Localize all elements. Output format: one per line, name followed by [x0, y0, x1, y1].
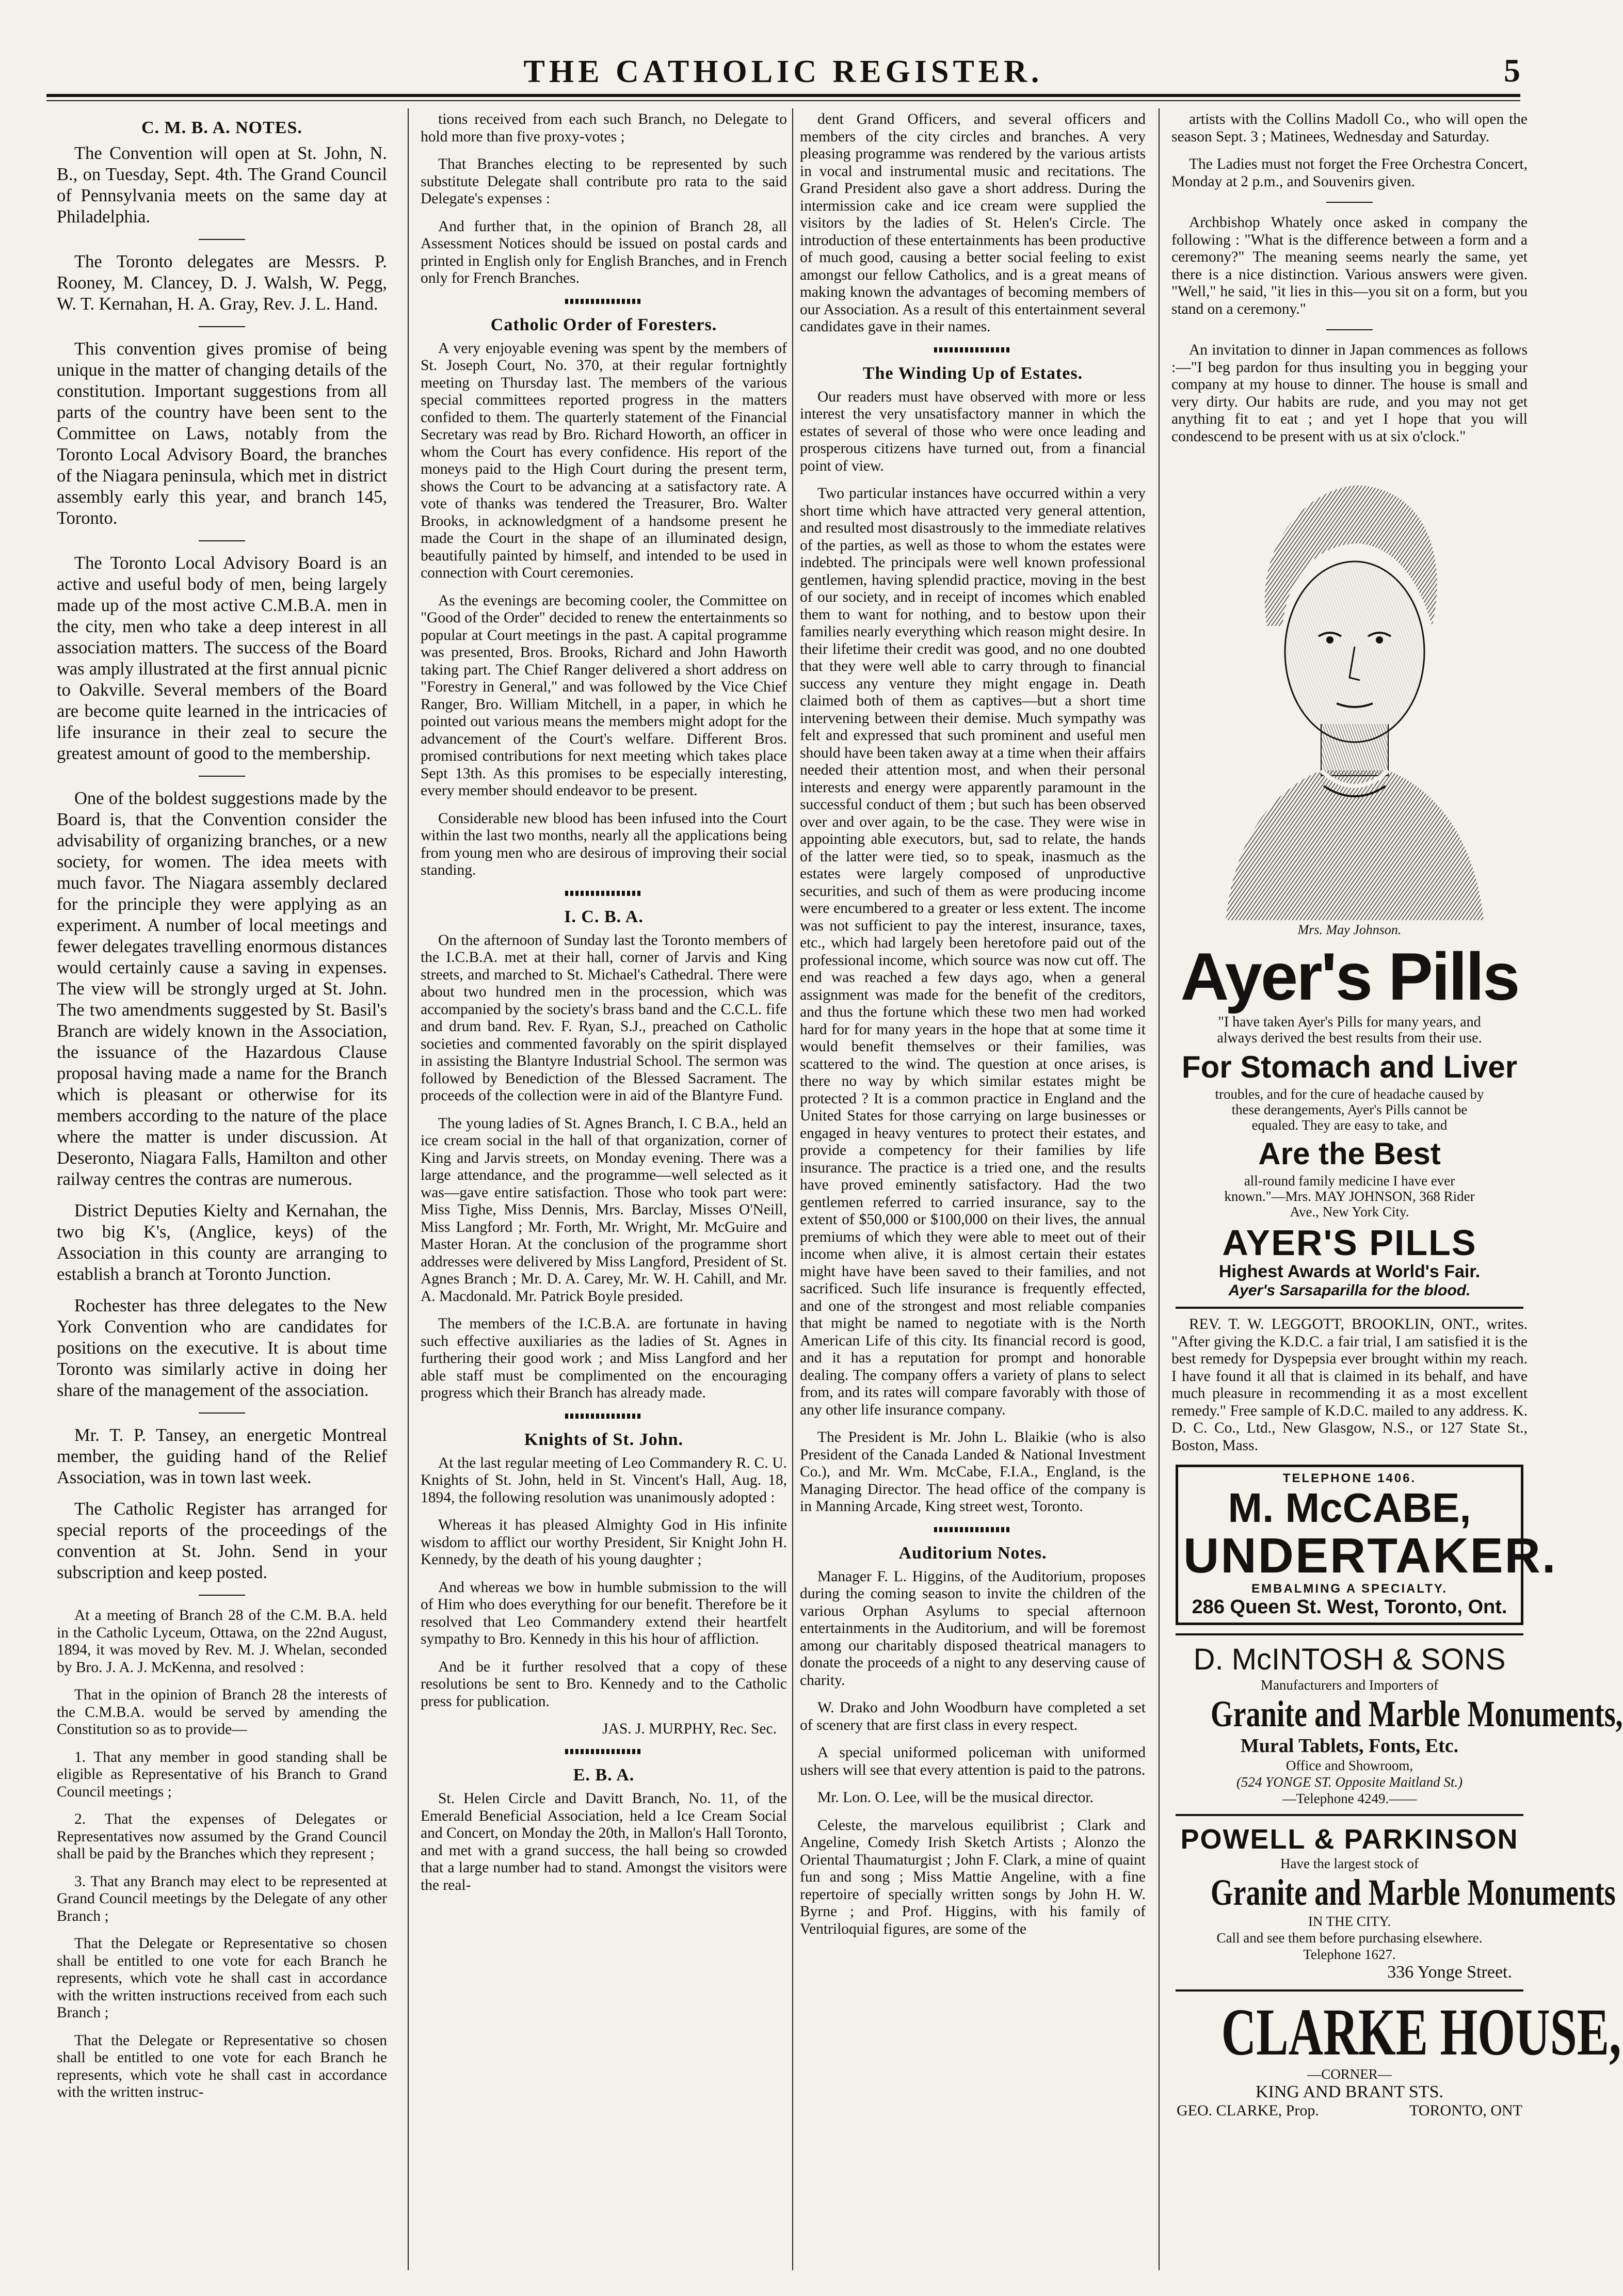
paragraph: At the last regular meeting of Leo Commandery R. C. U. Knights of St. John, held in St. Vincent's Hall, Aug. 18, 1894, the following resolution was unanimously adopted : [421, 1454, 787, 1506]
ayer-text: troubles, and for the cure of headache caused by these derangements, Ayer's Pills cannot be equaled. They are easy to take, and [1215, 1086, 1484, 1133]
signature: JAS. J. MURPHY, Rec. Sec. [602, 1721, 777, 1737]
paragraph: Rochester has three delegates to the New York Convention who are candidates for positions on the executive. It is about time Toronto was similarly active in doing her share of the management of the association. [57, 1296, 387, 1400]
paragraph: Celeste, the marvelous equilibrist ; Clark and Angeline, Comedy Irish Sketch Artists ; Alonzo the Oriental Thaumaturgist ; John F. Clark, a mine of quaint fun and song ; Miss Mattie Angeline, with a fine repertoire of specially written songs by John H. W. Byrne ; and Prof. Higgins, with his family of Ventriloquial figures, are some of the [800, 1817, 1146, 1937]
ad-rule [1176, 1989, 1523, 1992]
paragraph: Whereas it has pleased Almighty God in His infinite wisdom to afflict our worthy President, Sir Knight John H. Kennedy, by the death of his young daughter ; [421, 1517, 787, 1568]
paragraph: The young ladies of St. Agnes Branch, I. C B.A., held an ice cream social in the hall of that organization, corner of King and Jarvis streets, on Monday evening. There was a large attendance, and the programme—well selected as it was—gave entire satisfaction. Those who took part were: Miss Tighe, Miss Dennis, Mrs. Barclay, Misses O'Neill, Miss Langford ; Mr. Forth, Mr. Wright, Mr. McGuire and Master Horan. At the conclusion of the programme short addresses were delivered by Miss Langford, President of St. Agnes Branch ; Mr. D. A. Carey, Mr. W. H. Cahill, and Mr. A. Macdonald. Mr. Patrick Boyle presided. [421, 1115, 787, 1305]
paragraph: The members of the I.C.B.A. are fortunate in having such effective auxiliaries as the ladies of St. Agnes in furthering their good work ; and Miss Langford and her able staff must be complimented on the encouraging progress which their Branch has already made. [421, 1315, 787, 1401]
paragraph: This convention gives promise of being unique in the matter of changing details of the constitution. Important suggestions from all parts of the country have been sent to the Committee on Laws, notably from the Toronto Local Advisory Board, the branches of the Niagara peninsula, which met in district assembly early this year, and branch 145, Toronto. [57, 339, 387, 528]
column-3 [800, 111, 1146, 2275]
powell-name: POWELL & PARKINSON [1180, 1824, 1519, 1855]
paragraph: And whereas we bow in humble submission to the will of Him who does everything for our benefit. Therefore be it resolved that Leo Commandery extend their heartfelt sympathy to Bro. Kennedy in this his hour of affliction. [421, 1579, 787, 1647]
column-1 [57, 111, 387, 2275]
mcintosh-sub: Manufacturers and Importers of [1260, 1677, 1439, 1693]
paragraph: 2. That the expenses of Delegates or Representatives now assumed by the Grand Council shall be paid by the Branches which they represent ; [57, 1811, 387, 1862]
cmba-notes [57, 143, 387, 1583]
paragraph: That Branches electing to be represented by such substitute Delegate shall contribute pro rata to the said Delegate's expenses : [421, 156, 787, 207]
mcintosh-mural: Mural Tablets, Fonts, Etc. [1240, 1735, 1459, 1757]
masthead [46, 52, 1520, 93]
ayer-headline-2: Are the Best [1258, 1136, 1441, 1171]
mcintosh-telephone: —Telephone 4249.—— [1282, 1791, 1417, 1806]
powell-ad [1171, 1823, 1616, 1982]
clarke-city: TORONTO, ONT [1409, 2102, 1522, 2119]
separator [199, 1595, 245, 1596]
kdc-testimonial: REV. T. W. LEGGOTT, BROOKLIN, ONT., writes. "After giving the K.D.C. a fair trial, I am satisfied it is the best remedy for Dyspepsia ever brought within my reach. I have found it all that is claimed in its behalf, and have much pleasure in recommending it as a most excellent remedy." Free sample of K.D.C. mailed to any address. K. D. C. Co., Ltd., New Glasgow, N.S., or 127 State St., Boston, Mass. [1171, 1316, 1528, 1454]
paragraph: St. Helen Circle and Davitt Branch, No. 11, of the Emerald Beneficial Association, held a Ice Cream Social and Concert, on Monday the 20th, in Mallon's Hall Toronto, and met with a grand success, the hall being so crowded that a large number had to stand. Amongst the visitors were the real- [421, 1790, 787, 1893]
paragraph: 3. That any Branch may elect to be represented at Grand Council meetings by the Delegate of any other Branch ; [57, 1873, 387, 1924]
clarke-proprietor: GEO. CLARKE, Prop. [1177, 2102, 1319, 2119]
paragraph: On the afternoon of Sunday last the Toronto members of the I.C.B.A. met at their hall, corner of Jarvis and King streets, and marched to St. Michael's Cathedral. There were about two hundred men in the procession, which was accompanied by the society's brass band and the C.C.L. fife and drum band. Rev. F. Ryan, S.J., preached on Catholic societies and commented favorably on the spirit displayed in assisting the Blantyre Industrial School. The sermon was followed by Benediction of the Blessed Sacrament. The proceeds of the collection were in aid of the Blantyre Fund. [421, 932, 787, 1104]
ayer-title: Ayer's Pills [1180, 939, 1519, 1014]
paragraph: Mr. Lon. O. Lee, will be the musical director. [817, 1789, 1094, 1806]
paragraph: dent Grand Officers, and several officers and members of the city circles and branches. A very pleasing programme was rendered by the various artists in vocal and instrumental music and recitations. The Grand President also gave a short address. During the intermission cake and ice cream were supplied the visitors by the ladies of St. Helen's Circle. The introduction of these entertainments has been productive of much good, causing a better social feeling to exist amongst our fellow Catholics, and is a great means of making known the advantages of becoming members of our Association. As a result of this entertainment several candidates gave in their names. [800, 111, 1146, 335]
paragraph: Considerable new blood has been infused into the Court within the last two months, nearly all the applications being from young men who are desirous of improving their social standing. [421, 810, 787, 878]
ad-rule [1176, 1814, 1523, 1816]
mccabe-trade: UNDERTAKER. [1183, 1528, 1557, 1583]
paragraph: Manager F. L. Higgins, of the Auditorium, proposes during the coming season to invite the children of the various Orphan Asylums to special afternoon entertainments in the Auditorium, and will be foremost among our charitably disposed theatrical managers to donate the proceeds of a night to any deserving cause of charity. [800, 1568, 1146, 1689]
newspaper-title: THE CATHOLIC REGISTER. [523, 54, 1043, 89]
paragraph: An invitation to dinner in Japan commences as follows :—"I beg pardon for thus insulting you in begging your company at my house to dinner. The house is small and very dirty. Our habits are rude, and you may not get anything fit to eat ; and yet I hope that you will condescend to be present with us at six o'clock." [1171, 342, 1528, 445]
paragraph: That in the opinion of Branch 28 the interests of the C.M.B.A. would be served by amending the Constitution so as to provide— [57, 1687, 387, 1738]
mccabe-name: M. McCABE, [1228, 1485, 1471, 1531]
section-heading: Catholic Order of Foresters. [490, 315, 717, 334]
separator [565, 299, 642, 304]
masthead-rule-thin [46, 100, 1520, 101]
clarke-footer [1171, 2102, 1528, 2120]
paragraph: District Deputies Kielty and Kernahan, the two big K's, (Anglice, keys) of the Association in this county are arranging to establish a branch at Toronto Junction. [57, 1201, 387, 1284]
mcintosh-ad [1171, 1643, 1623, 1807]
powell-address: 336 Yonge Street. [1387, 1963, 1512, 1982]
paragraph: A very enjoyable evening was spent by the members of St. Joseph Court, No. 370, at their regular fortnightly meeting on Thursday last. The members of the various special committees reported progress in the matters confided to them. The quarterly statement of the Financial Secretary was read by Bro. Richard Howorth, an officer in whom the Court has every confidence. His report of the moneys paid to the High Court during the present term, shows the Court to be advancing at a satisfactory rate. A vote of thanks was tendered the Treasurer, Bro. Walter Brooks, in acknowledgment of a handsome present he made the Court in the shape of an illuminated design, beautifully painted by himself, and intended to be used in connection with Court ceremonies. [421, 340, 787, 581]
paragraph: The Convention will open at St. John, N. B., on Tuesday, Sept. 4th. The Grand Council of Pennsylvania meets on the same day at Philadelphia. [57, 143, 387, 227]
column-divider [408, 108, 409, 2270]
section-heading: Auditorium Notes. [898, 1543, 1047, 1563]
powell-city: IN THE CITY. [1308, 1914, 1391, 1929]
portrait-engraving [1205, 456, 1494, 920]
separator [934, 347, 1011, 352]
clarke-house-ad [1171, 1995, 1621, 2120]
paragraph: Mr. T. P. Tansey, an energetic Montreal member, the guiding hand of the Relief Association, was in town last week. [57, 1425, 387, 1487]
mcintosh-office: Office and Showroom, [1285, 1758, 1413, 1773]
separator [1326, 202, 1373, 203]
mcintosh-address: (524 YONGE ST. Opposite Maitland St.) [1236, 1774, 1463, 1790]
column-4 [1171, 111, 1623, 2275]
separator [565, 1414, 642, 1419]
mccabe-address: 286 Queen St. West, Toronto, Ont. [1192, 1596, 1507, 1618]
ad-rule [1176, 1633, 1523, 1635]
ayer-brand: AYER'S PILLS [1222, 1223, 1477, 1263]
paragraph: artists with the Collins Madoll Co., who will open the season Sept. 3 ; Matinees, Wednesday and Saturday. [1171, 111, 1528, 145]
masthead-rule [46, 94, 1520, 97]
powell-call: Call and see them before purchasing elsewhere. Telephone 1627. [1216, 1930, 1483, 1962]
paragraph: 1. That any member in good standing shall be eligible as Representative of his Branch to Grand Council meetings ; [57, 1748, 387, 1800]
paragraph: That the Delegate or Representative so chosen shall be entitled to one vote for each Branch he represents, which vote he shall cast in accordance with the written instructions received from each such Branch ; [57, 1935, 387, 2021]
separator [199, 540, 245, 541]
paragraph: tions received from each such Branch, no Delegate to hold more than five proxy-votes ; [421, 111, 787, 145]
paragraph: The Ladies must not forget the Free Orchestra Concert, Monday at 2 p.m., and Souvenirs given. [1171, 156, 1528, 190]
paragraph: And further that, in the opinion of Branch 28, all Assessment Notices should be issued on postal cards and printed in English only for English Branches, and in French only for French Branches. [421, 218, 787, 286]
powell-sub: Have the largest stock of [1280, 1856, 1419, 1871]
resolution-text [57, 1607, 387, 2101]
separator [565, 891, 642, 896]
powell-granite: Granite and Marble Monuments [1210, 1872, 1616, 1913]
ayer-text-2: all-round family medicine I have ever known."—Mrs. MAY JOHNSON, 368 Rider Ave., New York City. [1224, 1173, 1475, 1219]
ayer-award: Highest Awards at World's Fair. [1218, 1262, 1481, 1281]
paragraph: The Toronto Local Advisory Board is an active and useful body of men, being largely made up of the most active C.M.B.A. men in the city, men who take a deep interest in all association matters. The success of the Board was amply illustrated at the first annual picnic to Oakville. Several members of the Board are become quite learned in the intricacies of life insurance in their zeal to secure the greatest amount of good to the membership. [57, 553, 387, 763]
mcintosh-name: D. McINTOSH & SONS [1193, 1643, 1506, 1676]
separator [1326, 329, 1373, 330]
paragraph: As the evenings are becoming cooler, the Committee on "Good of the Order" decided to renew the entertainments so popular at Court meetings in the past. A capital programme was presented, Bros. Brooks, Richard and John Haworth taking part. The Chief Ranger delivered a short address on "Forestry in General," and was followed by the Vice Chief Ranger, Bro. William Mitchell, in a paper, in which he pointed out various means the members might adopt for the advancement of the Court's welfare. Different Bros. promised contributions for next meeting which takes place Sept 13th. As this promises to be especially interesting, every member should endeavor to be present. [421, 592, 787, 799]
mccabe-specialty: EMBALMING A SPECIALTY. [1251, 1582, 1448, 1596]
section-heading: E. B. A. [573, 1765, 635, 1785]
paragraph: W. Drako and John Woodburn have completed a set of scenery that are first class in every respect. [800, 1699, 1146, 1733]
separator [199, 1412, 245, 1414]
ayer-headline: For Stomach and Liver [1181, 1050, 1518, 1084]
column-divider [792, 108, 793, 2270]
clarke-name: CLARKE HOUSE, [1221, 1995, 1621, 2069]
paragraph: At a meeting of Branch 28 of the C.M. B.A. held in the Catholic Lyceum, Ottawa, on the 22nd August, 1894, it was moved by Rev. M. J. Whelan, seconded by Bro. J. A. J. McKenna, and resolved : [57, 1607, 387, 1676]
clarke-streets: KING AND BRANT STS. [1256, 2082, 1443, 2101]
section-heading: Knights of St. John. [524, 1430, 684, 1449]
paragraph: That the Delegate or Representative so chosen shall be entitled to one vote for each Branch he represents, which vote he shall cast in accordance with the written instruc- [57, 2032, 387, 2100]
mccabe-ad [1176, 1465, 1557, 1625]
section-heading: C. M. B. A. NOTES. [141, 118, 302, 137]
ayer-quote: "I have taken Ayer's Pills for many years, and always derived the best results from their use. [1217, 1014, 1482, 1046]
column-divider [1159, 108, 1160, 2270]
section-heading: I. C. B. A. [564, 907, 644, 926]
clarke-corner: —CORNER— [1307, 2066, 1392, 2082]
paragraph: Our readers must have observed with more or less interest the very unsatisfactory manner in which the estates of several of those who were once leading and prosperous citizens have turned out, from a financial point of view. [800, 388, 1146, 474]
mcintosh-granite: Granite and Marble Monuments, [1210, 1693, 1623, 1735]
paragraph: The Toronto delegates are Messrs. P. Rooney, M. Clancey, D. J. Walsh, W. Pegg, W. T. Kernahan, H. A. Gray, Rev. J. L. Hand. [57, 252, 387, 314]
column-2 [421, 111, 787, 2275]
paragraph: The President is Mr. John L. Blaikie (who is also President of the Canada Landed & National Investment Co.), and Mr. Wm. McCabe, F.I.A., England, is the Managing Director. The head office of the company is in Manning Arcade, King street west, Toronto. [800, 1429, 1146, 1515]
ad-rule [1176, 1307, 1523, 1309]
mccabe-telephone: TELEPHONE 1406. [1282, 1471, 1417, 1485]
separator [565, 1749, 642, 1754]
paragraph: Archbishop Whately once asked in company the following : "What is the difference between a form and a ceremony?" The meaning seems nearly the same, yet there is a nice distinction. Various answers were given. "Well," he said, "it lies in this—you sit on a form, but you stand on a ceremony." [1171, 214, 1528, 317]
section-heading: The Winding Up of Estates. [862, 363, 1083, 383]
separator [199, 239, 245, 240]
paragraph: Two particular instances have occurred within a very short time which have attracted very general attention, and resulted most disastrously to the immediate relatives of the parties, as well as those to whom the estates were indebted. The principals were well known professional gentlemen, having splendid practice, moving in the best of our society, and in receipt of incomes which enabled them to want for nothing, and to bestow upon their families nearly everything which reason might desire. In their lifetime their credit was good, and no one doubted that they were well able to carry through to financial success any venture they might engage in. Death claimed both of them as captives—but a short time intervening between their demise. Much sympathy was felt and expressed that such prominent and useful men should have been taken away at a time when their affairs needed their attention most, and when their personal interests and energy were apparently paramount in the successful conduct of them ; but such has been observed over and over again, to be the case. They were wise in appointing able executors, but, sad to relate, the hands of the latter were tied, so to speak, inasmuch as the estates were largely composed of unproductive securities, and such of them as were producing income were encumbered to a greater or less extent. The income was not sufficient to pay the interest, insurance, taxes, etc., which had largely been heretofore paid out of the professional income, which source was now cut off. The end was reached a few days ago, when a general assignment was made for the benefit of the creditors, and thus the fortune which these two men had worked hard for for many years in the hope that at some time it would benefit themselves or their families, was scattered to the wind. The question at once arises, is there no way by which similar estates might be protected ? It is a common practice in England and the United States for those carrying on large businesses or engaged in heavy ventures to protect their estates, and provide a competency for their families by life insurance. The practice is a tried one, and the results have proved eminently satisfactory. Had the two gentlemen referred to carried insurance, say to the extent of $50,000 or $100,000 on their lives, the annual premiums of which they were able to meet out of their income when alive, it is almost certain their estates might have have been saved to their families, and not sacrificed. Such life insurance is frequently effected, and one of the strongest and most reliable companies that might be named to negotiate with is the North American Life of this city. Its financial record is good, and it has a reputation for prompt and honorable dealing. The company offers a variety of plans to select from, and its rates will compare favorably with those of any other life insurance company. [800, 485, 1146, 1418]
page-number: 5 [1504, 52, 1520, 89]
separator [199, 776, 245, 777]
separator [934, 1527, 1011, 1532]
paragraph: A special uniformed policeman with uniformed ushers will see that every attention is paid to the patrons. [800, 1744, 1146, 1778]
separator [199, 326, 245, 327]
ayer-sarsaparilla: Ayer's Sarsaparilla for the blood. [1228, 1282, 1471, 1299]
paragraph: One of the boldest suggestions made by the Board is, that the Convention consider the advisability of organizing branches, or a new society, for women. The idea meets with much favor. The Niagara assembly declared for the principle they were applying as an experiment. A number of local meetings and fewer delegates travelling enormous distances would certainly cause a saving in expenses. The view will be strongly urged at St. John. The two amendments suggested by St. Basil's Branch are widely known in the Association, the issuance of the Hazardous Clause proposal having made a name for the Branch which is pleasant or otherwise for its members according to the nature of the place where the matter is under discussion. At Deseronto, Niagara Falls, Hamilton and other railway centres the contras are numerous. [57, 789, 387, 1189]
paragraph: And be it further resolved that a copy of these resolutions be sent to Bro. Kennedy and to the Catholic press for publication. [421, 1658, 787, 1710]
paragraph: The Catholic Register has arranged for special reports of the proceedings of the convention at St. John. Send in your subscription and keep posted. [57, 1499, 387, 1582]
portrait-caption: Mrs. May Johnson. [1297, 922, 1402, 937]
